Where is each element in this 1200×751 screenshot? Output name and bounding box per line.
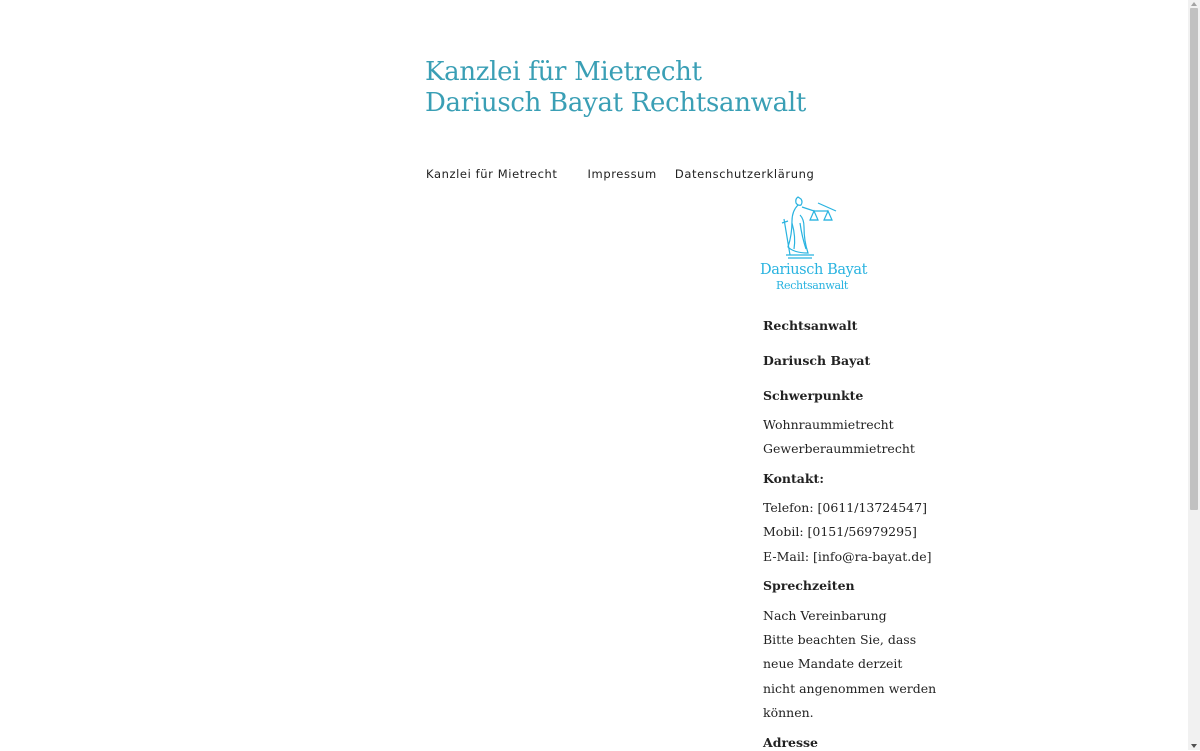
hours-line: nicht angenommen werden [763,681,937,696]
role-heading: Rechtsanwalt [763,318,858,333]
vertical-scrollbar[interactable] [1188,0,1200,750]
main-navigation [426,167,814,181]
hours-line: können. [763,705,814,720]
focus-item: Gewerberaummietrecht [763,441,915,456]
hours-line: neue Mandate derzeit [763,656,903,671]
site-title[interactable] [425,57,806,119]
phone: Telefon: [0611/13724547] [763,500,927,515]
focus-item: Wohnraummietrecht [763,417,894,432]
hours-line: Nach Vereinbarung [763,608,887,623]
nav-item-datenschutz[interactable]: Datenschutzerklärung [674,167,815,181]
nav-item-impressum[interactable]: Impressum [587,167,657,181]
scroll-up-arrow-icon[interactable] [1191,2,1197,6]
justitia-scales-icon [758,193,858,263]
contact-heading: Kontakt: [763,471,824,486]
logo-line2: Rechtsanwalt [776,279,849,292]
scroll-down-arrow-icon[interactable] [1191,744,1197,748]
mobile: Mobil: [0151/56979295] [763,524,917,539]
site-title-line2[interactable]: Dariusch Bayat Rechtsanwalt [425,88,806,118]
address-heading: Adresse [763,735,819,750]
name-heading: Dariusch Bayat [763,353,871,368]
site-title-line1[interactable]: Kanzlei für Mietrecht [425,57,702,87]
email: E-Mail: [info@ra-bayat.de] [763,549,932,564]
hours-line: Bitte beachten Sie, dass [763,632,917,647]
nav-item-kanzlei[interactable]: Kanzlei für Mietrecht [426,167,558,181]
scrollbar-thumb[interactable] [1190,8,1198,510]
logo [758,193,868,293]
hours-heading: Sprechzeiten [763,578,855,593]
logo-line1: Dariusch Bayat [760,262,868,278]
focus-heading: Schwerpunkte [763,388,864,403]
